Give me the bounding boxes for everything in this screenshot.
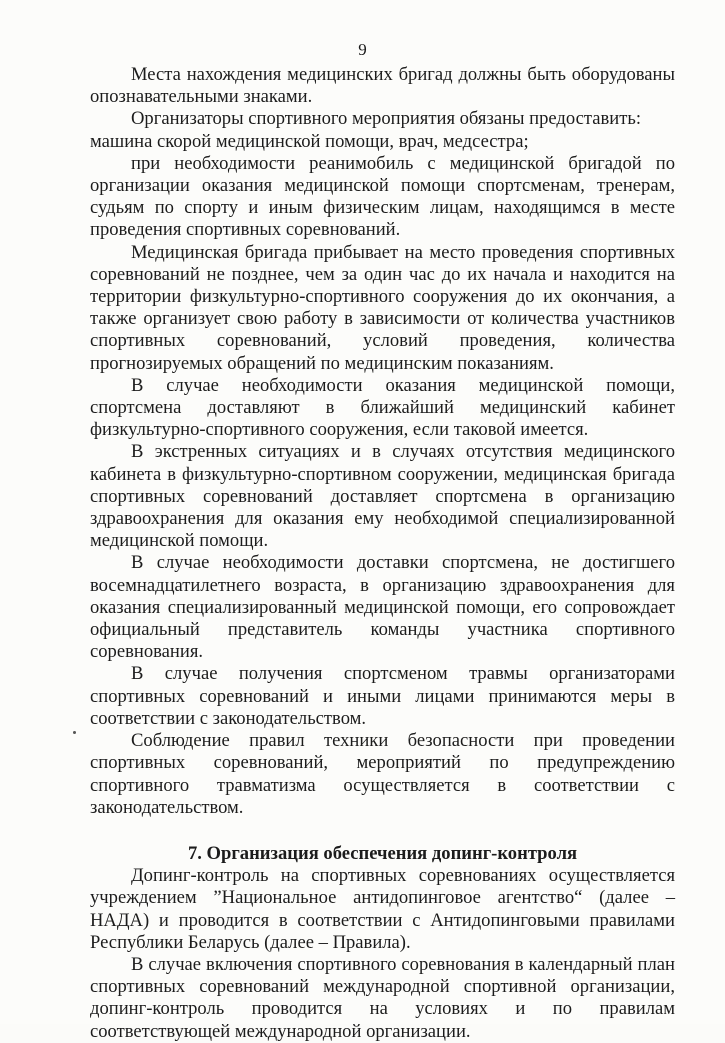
paragraph-doping-control-nada: Допинг-контроль на спортивных соревнованиях осуществляется учреждением ”Национальное антидопинговое агентство“ (далее – НАДА) и проводится в соответствии с Антидопинговыми правилами Республики Беларусь (далее – Правила). <box>90 865 675 953</box>
paragraph-reanimobile: при необходимости реанимобиль с медицинской бригадой по организации оказания медицинской помощи спортсменам, тренерам, судьям по спорту и иным физическим лицам, находящимся в месте проведения спортивных соревнований. <box>90 152 675 241</box>
page-number: 9 <box>358 40 367 59</box>
paragraph-safety-rules: Соблюдение правил техники безопасности при проведении спортивных соревнований, мероприятий по предупреждению спортивного травматизма осуществляется в соответствии с законодательством. <box>90 730 675 818</box>
document-body <box>90 64 675 1043</box>
paragraph-organizers-must-provide: Организаторы спортивного мероприятия обязаны предоставить: <box>131 108 642 130</box>
scan-speck-mark <box>73 731 76 734</box>
paragraph-medical-team-arrival: Медицинская бригада прибывает на место проведения спортивных соревнований не позднее, чем за один час до их начала и находится на территории физкультурно-спортивного сооружения до их окончания, а также организует свою работу в зависимости от количества участников спортивных соревнований, условий проведения, количества прогнозируемых обращений по медицинским показаниям. <box>90 241 675 374</box>
paragraph-minor-athlete-delivery: В случае необходимости доставки спортсмена, не достигшего восемнадцатилетнего возраста, в организацию здравоохранения для оказания специализированный медицинской помощи, его сопровождает официальный представитель команды участника спортивного соревнования. <box>90 552 675 663</box>
section-heading-doping-control: 7. Организация обеспечения допинг-контроля <box>187 842 578 864</box>
paragraph-injury-measures: В случае получения спортсменом травмы организаторами спортивных соревнований и иными лицами принимаются меры в соответствии с законодательством. <box>90 663 675 729</box>
paragraph-ambulance-doctor-nurse: машина скорой медицинской помощи, врач, медсестра; <box>90 130 529 152</box>
paragraph-medical-teams-signs: Места нахождения медицинских бригад должны быть оборудованы опознавательными знаками. <box>90 64 675 108</box>
paragraph-emergency-situations: В экстренных ситуациях и в случаях отсутствия медицинского кабинета в физкультурно-спортивном сооружении, медицинская бригада спортивных соревнований доставляет спортсмена в организацию здравоохранения для оказания ему необходимой специализированной медицинской помощи. <box>90 441 675 552</box>
paragraph-delivery-medical-cabinet: В случае необходимости оказания медицинской помощи, спортсмена доставляют в ближайший медицинский кабинет физкультурно-спортивного сооружения, если таковой имеется. <box>90 374 675 441</box>
paragraph-international-calendar: В случае включения спортивного соревнования в календарный план спортивных соревнований международной спортивной организации, допинг-контроль проводится на условиях и по правилам соответствующей международной организации. <box>90 953 675 1042</box>
